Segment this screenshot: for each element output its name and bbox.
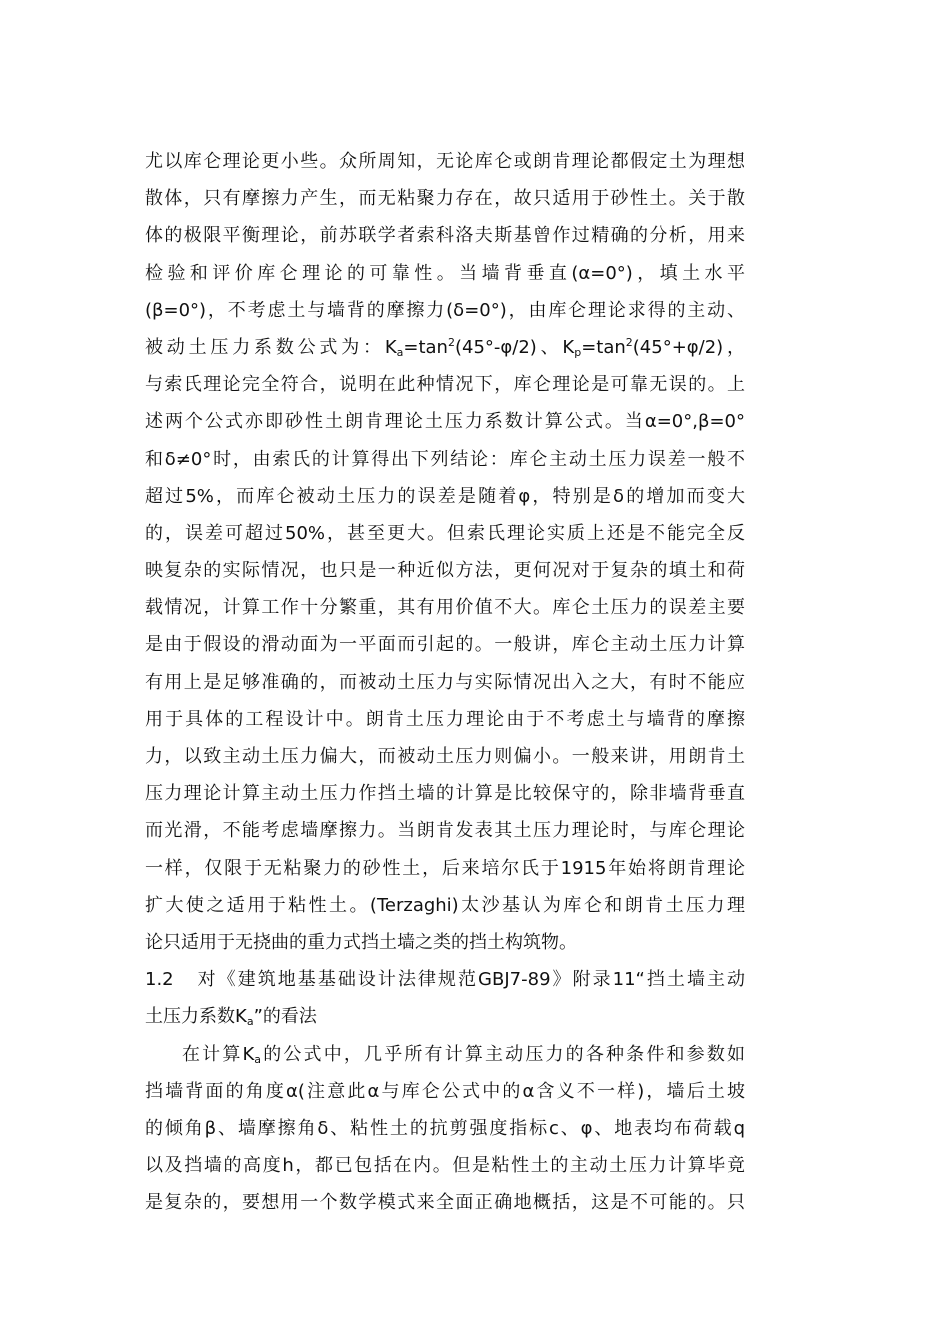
text-line: 尤以库仑理论更小些。众所周知，无论库仑或朗肯理论都假定土为理想 (145, 151, 745, 172)
text-line: 是由于假设的滑动面为一平面而引起的。一般讲，库仑主动土压力计算 (145, 634, 745, 656)
text-line: 压力理论计算主动土压力作挡土墙的计算是比较保守的，除非墙背垂直 (145, 783, 745, 805)
section-number: 1.2 (145, 969, 174, 991)
text-line: 扩大使之适用于粘性土。(Terzaghi)太沙基认为库仑和朗肯土压力理 (145, 894, 745, 916)
paragraph-earth-pressure-theory (145, 143, 745, 961)
text-line: 以及挡墙的高度h，都已包括在内。但是粘性土的主动土压力计算毕竟 (145, 1155, 745, 1177)
paragraph-ka-formula (145, 1036, 745, 1222)
formula-line: 被动土压力系数公式为：$K_a=\tan^2(45^\circ-\varphi/2)$、$K_p=\tan^2(45^\circ+\varphi/2)$， (145, 335, 746, 359)
heading-text: 对《建筑地基基础设计法律规范GBJ7-89》附录11“挡土墙主动 (195, 969, 745, 991)
text-line: 述两个公式亦即砂性土朗肯理论土压力系数计算公式。当α=0°,β=0° (145, 411, 745, 433)
text-line: 和δ≠0°时，由索氏的计算得出下列结论：库仑主动土压力误差一般不 (145, 448, 745, 470)
heading-line: 土压力系数$K_a$”的看法 (145, 1006, 317, 1029)
text-line: 散体，只有摩擦力产生，而无粘聚力存在，故只适用于砂性土。关于散 (145, 188, 745, 210)
text-line: 检验和评价库仑理论的可靠性。当墙背垂直(α=0°)，填土水平 (145, 262, 745, 284)
text-line: 挡墙背面的角度α(注意此α与库仑公式中的α含义不一样)，墙后土坡 (145, 1080, 745, 1102)
text-line: 的倾角β、墙摩擦角δ、粘性土的抗剪强度指标c、φ、地表均布荷载q (145, 1117, 745, 1139)
text-line: 而光滑，不能考虑墙摩擦力。当朗肯发表其土压力理论时，与库仑理论 (145, 820, 745, 842)
text-line: 在计算$K_a$的公式中，几乎所有计算主动压力的各种条件和参数如 (182, 1043, 745, 1066)
heading-line (145, 961, 745, 998)
text-line: 载情况，计算工作十分繁重，其有用价值不大。库仑土压力的误差主要 (145, 597, 745, 619)
text-line: 体的极限平衡理论，前苏联学者索科洛夫斯基曾作过精确的分析，用来 (145, 225, 745, 247)
text-line: 论只适用于无挠曲的重力式挡土墙之类的挡土构筑物。 (145, 931, 577, 953)
text-line: 是复杂的，要想用一个数学模式来全面正确地概括，这是不可能的。只 (145, 1192, 745, 1214)
text-line: 的，误差可超过50%，甚至更大。但索氏理论实质上还是不能完全反 (145, 522, 745, 544)
text-line: 用于具体的工程设计中。朗肯土压力理论由于不考虑土与墙背的摩擦 (145, 708, 745, 730)
section-heading (145, 961, 745, 1035)
document-page (145, 143, 745, 1221)
text-line: 与索氏理论完全符合，说明在此种情况下，库仑理论是可靠无误的。上 (145, 374, 745, 396)
text-line: 超过5%，而库仑被动土压力的误差是随着φ，特别是δ的增加而变大 (145, 485, 745, 507)
text-line: 有用上是足够准确的，而被动土压力与实际情况出入之大，有时不能应 (145, 671, 745, 693)
text-line: (β=0°)，不考虑土与墙背的摩擦力(δ=0°)，由库仑理论求得的主动、 (145, 299, 745, 321)
text-line: 映复杂的实际情况，也只是一种近似方法，更何况对于复杂的填土和荷 (145, 560, 745, 582)
text-line: 力，以致主动土压力偏大，而被动土压力则偏小。一般来讲，用朗肯土 (145, 746, 745, 767)
text-line: 一样，仅限于无粘聚力的砂性土，后来培尔氏于1915年始将朗肯理论 (145, 857, 745, 879)
